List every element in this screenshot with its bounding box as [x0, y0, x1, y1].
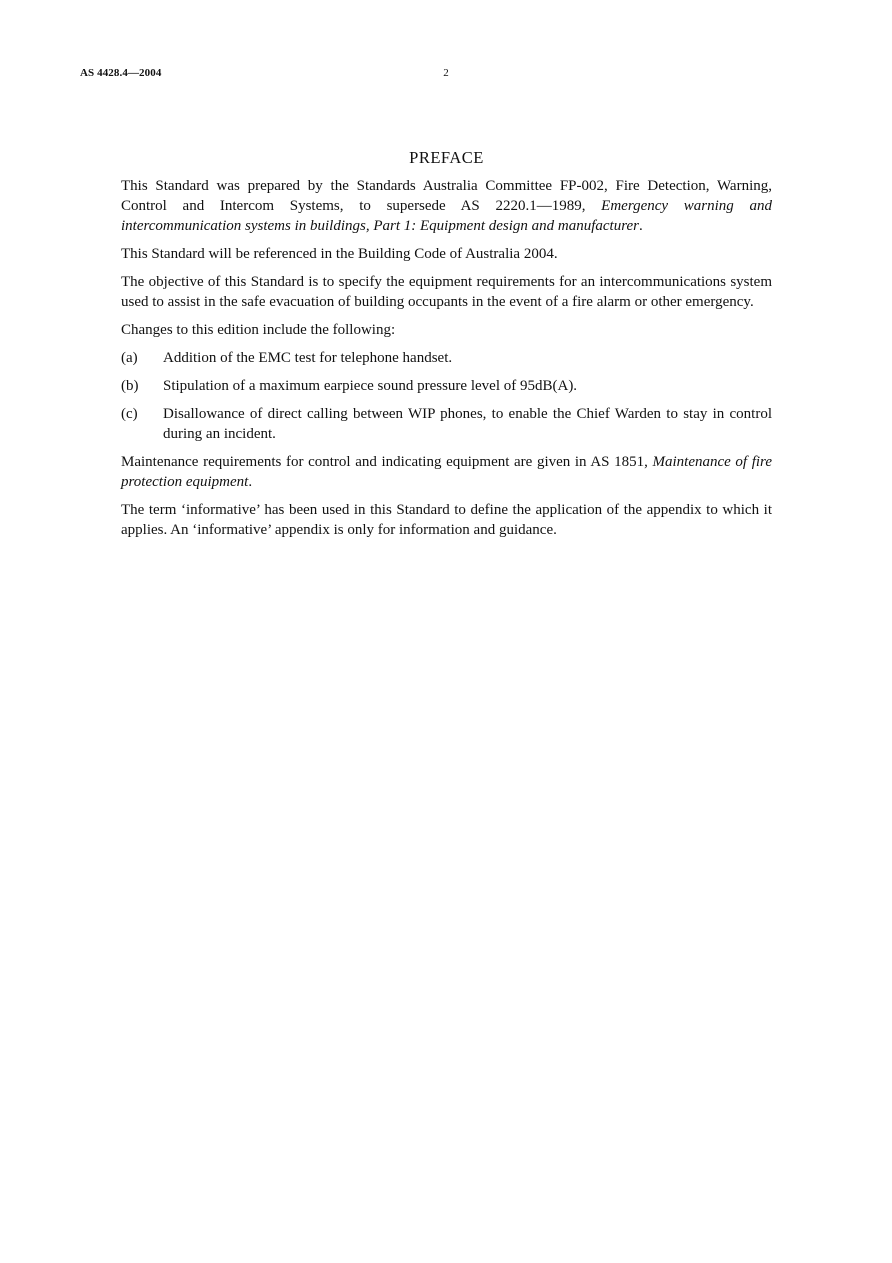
page-header: [80, 67, 832, 85]
preface-title: PREFACE: [409, 148, 484, 167]
paragraph-5-suffix: .: [248, 474, 253, 490]
paragraph-1-text: This Standard was prepared by the Standards Australia Committee FP-002, Fire Detection, Warning, Control and Intercom Systems, to supersede AS 2220.1—1989,: [121, 178, 772, 214]
paragraph-5-text: Maintenance requirements for control and indicating equipment are given in AS 1851,: [121, 454, 653, 470]
change-label-a: (a): [121, 350, 138, 366]
change-text-c: Disallowance of direct calling between WIP phones, to enable the Chief Warden to stay in control during an incident.: [163, 406, 772, 442]
document-code: AS 4428.4—2004: [80, 67, 162, 79]
change-item-c: [121, 404, 772, 444]
superseded-standard-title: Emergency warning and intercommunication systems in buildings, Part 1: Equipment design and manufacturer: [121, 198, 772, 234]
paragraph-1-suffix: .: [639, 218, 643, 234]
change-text-a: Addition of the EMC test for telephone handset.: [163, 350, 453, 366]
page-number: 2: [443, 67, 449, 79]
preface-paragraph-4: Changes to this edition include the following:: [121, 322, 396, 338]
change-label-c: (c): [121, 406, 138, 422]
preface-paragraph-2: This Standard will be referenced in the Building Code of Australia 2004.: [121, 246, 558, 262]
change-item-b: [121, 376, 772, 396]
preface-section: [121, 148, 772, 548]
change-label-b: (b): [121, 378, 139, 394]
change-item-a: [121, 348, 772, 368]
maintenance-standard-title: Maintenance of fire protection equipment: [121, 454, 772, 490]
preface-paragraph-5: [121, 452, 772, 492]
change-text-b: Stipulation of a maximum earpiece sound pressure level of 95dB(A).: [163, 378, 578, 394]
preface-paragraph-1: [121, 176, 772, 236]
preface-paragraph-6: The term ‘informative’ has been used in this Standard to define the application of the appendix to which it applies. An ‘informative’ appendix is only for information and guidance.: [121, 502, 772, 538]
preface-paragraph-3: The objective of this Standard is to specify the equipment requirements for an intercommunications system used to assist in the safe evacuation of building occupants in the event of a fire alarm or other emergency.: [121, 274, 772, 310]
